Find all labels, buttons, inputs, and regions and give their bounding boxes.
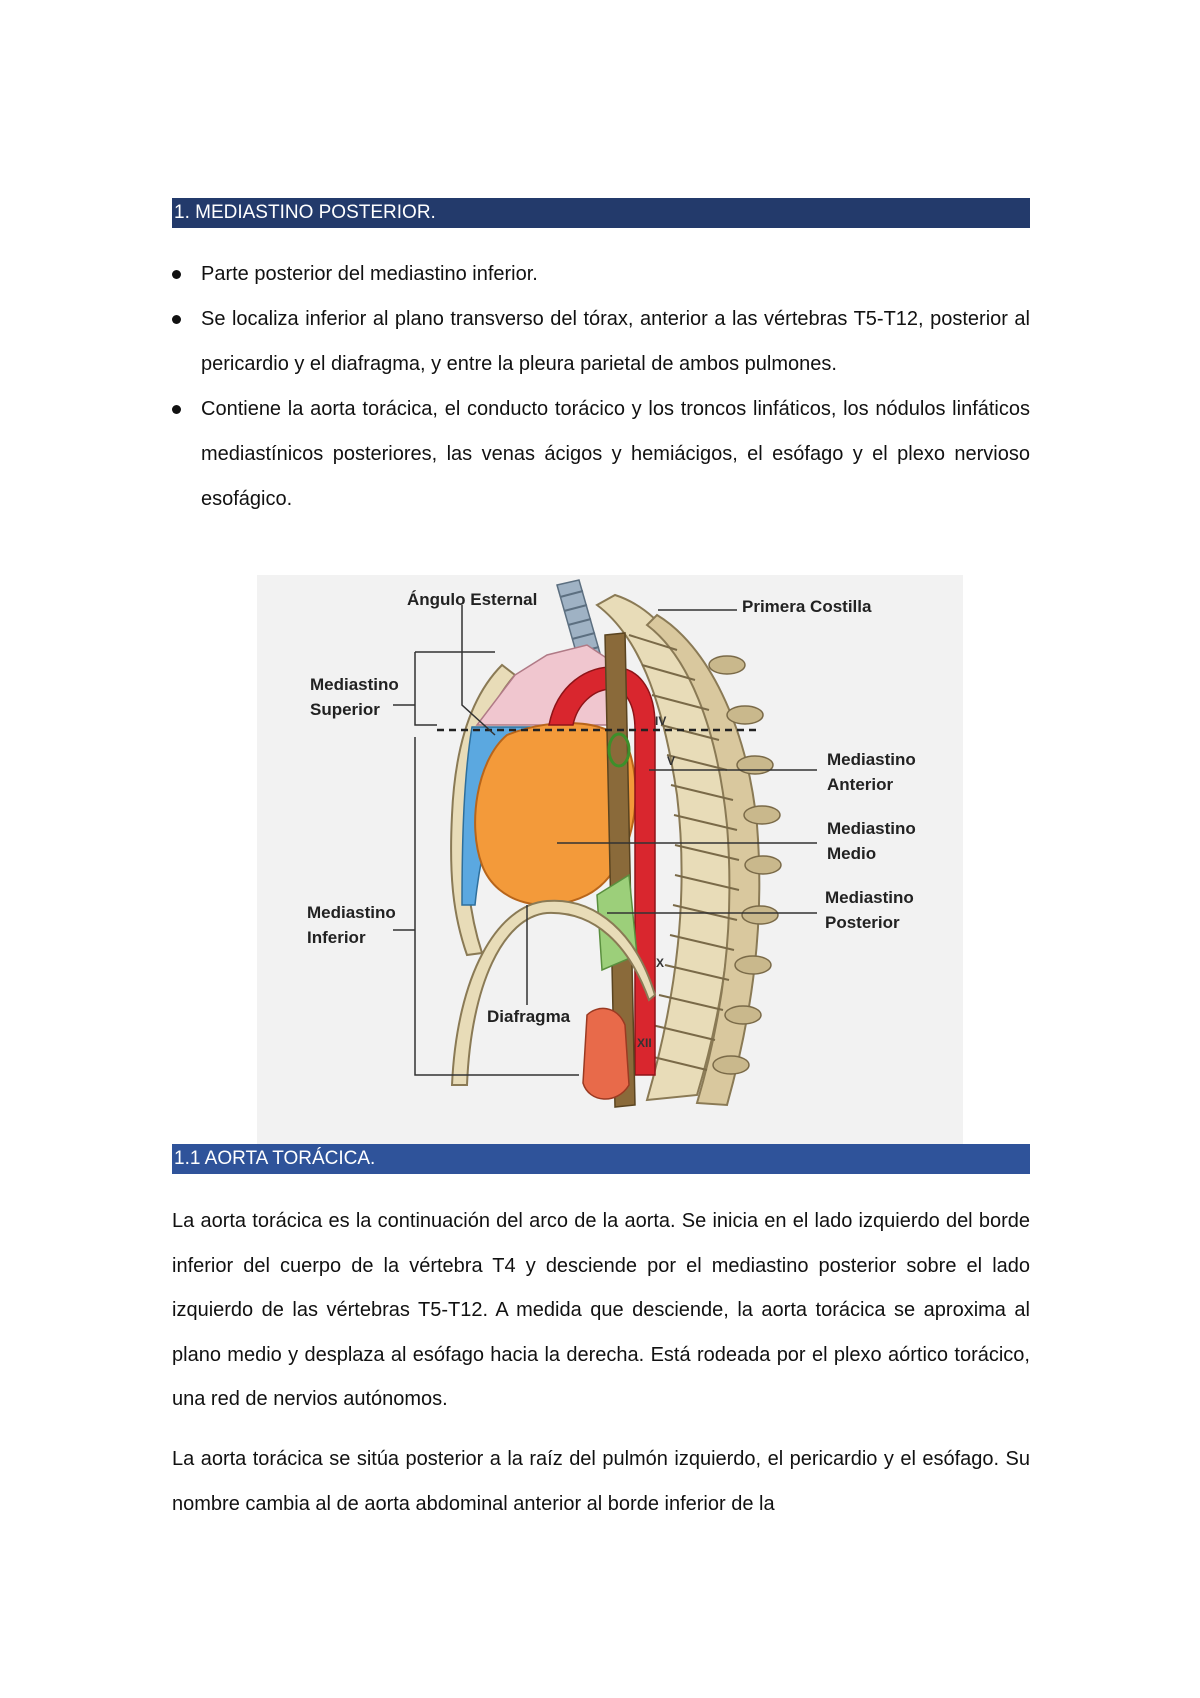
label-mediastino-posterior-2: Posterior [825,913,900,932]
abdominal-aorta-illustration [583,1008,629,1099]
paragraph: La aorta torácica se sitúa posterior a la raíz del pulmón izquierdo, el pericardio y el esófago. Su nombre cambia al de aorta abdominal anterior al borde inferior de la [172,1448,1030,1515]
label-mediastino-posterior-1: Mediastino [825,888,914,907]
label-mediastino-inferior-2: Inferior [307,928,366,947]
bullet-list [172,252,1030,522]
label-mediastino-superior-2: Superior [310,700,380,719]
label-mediastino-anterior-2: Anterior [827,775,894,794]
section-heading-mediastino-posterior: 1. MEDIASTINO POSTERIOR. [172,198,1030,228]
vertebra-label-x: X [656,956,665,970]
list-item: Se localiza inferior al plano transverso del tórax, anterior a las vértebras T5-T12, posterior al pericardio y el diafragma, y entre la pleura parietal de ambos pulmones. [172,297,1030,387]
label-mediastino-inferior-1: Mediastino [307,903,396,922]
list-item: Parte posterior del mediastino inferior. [172,252,1030,297]
label-mediastino-anterior-1: Mediastino [827,750,916,769]
vertebra-label-v: V [667,754,676,768]
vertebra-label-iv: IV [655,714,667,728]
label-mediastino-medio-2: Medio [827,844,877,863]
vertebra-label-xii: XII [637,1036,652,1050]
label-mediastino-superior-1: Mediastino [310,675,399,694]
list-item: Contiene la aorta torácica, el conducto torácico y los troncos linfáticos, los nódulos linfáticos mediastínicos posteriores, las venas ácigos y hemiácigos, el esófago y el plexo nervioso esofágico. [172,387,1030,522]
label-angulo-esternal: Ángulo Esternal [407,590,538,609]
label-primera-costilla: Primera Costilla [742,597,872,616]
mediastinum-anatomy-figure [257,575,963,1145]
label-diafragma: Diafragma [487,1007,571,1026]
section-heading-aorta-toracica: 1.1 AORTA TORÁCICA. [172,1144,1030,1174]
label-mediastino-medio-1: Mediastino [827,819,916,838]
paragraph: La aorta torácica es la continuación del arco de la aorta. Se inicia en el lado izquierdo del borde inferior del cuerpo de la vértebra T4 y desciende por el mediastino posterior sobre el lado izquierdo de las vértebras T5-T12. A medida que desciende, la aorta torácica se aproxima al plano medio y desplaza al esófago hacia la derecha. Está rodeada por el plexo aórtico torácico, una red de nervios autónomos. [172,1210,1030,1410]
